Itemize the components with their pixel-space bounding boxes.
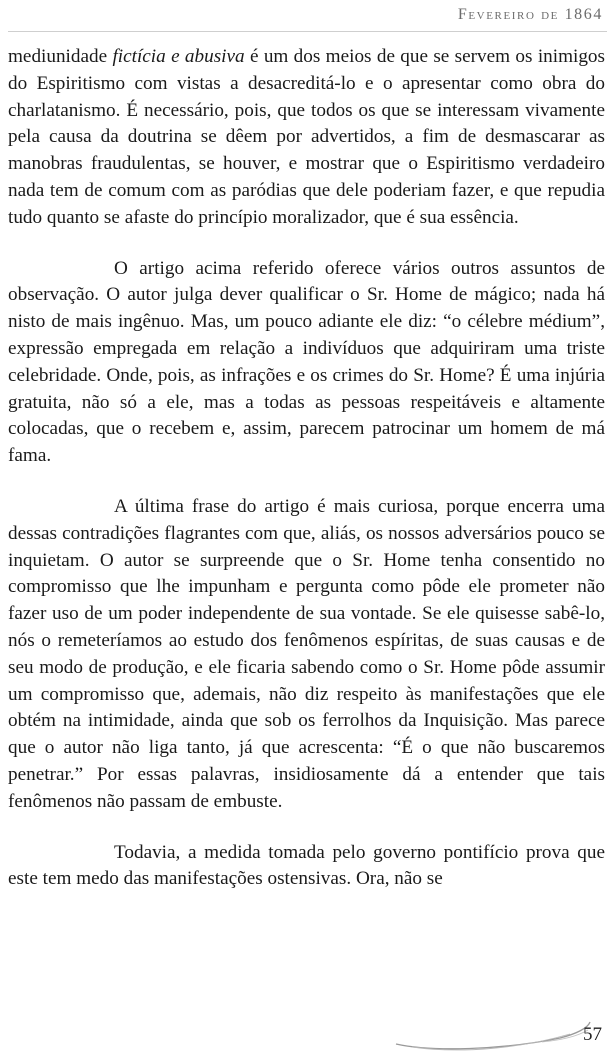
running-head-title: Fevereiro de 1864 — [457, 6, 603, 23]
header-rule — [8, 31, 607, 32]
paragraph-3: A última frase do artigo é mais curiosa, porque encerra uma dessas contradições flagrantes com que, aliás, os nossos adversários pouco se inquietam. O autor se surpreende que o Sr. Home tenha consentido no compromisso que lhe impunham e pergunta como pôde ele prometer não fazer uso de um poder independente de sua vontade. Se ele quisesse sabê-lo, nós o remeteríamos ao estudo dos fenômenos espíritas, de suas causas e de seu modo de produção, e ele ficaria sabendo como o Sr. Home pôde assumir um compromisso que, ademais, não diz respeito às manifestações que ele obtém na intimidade, ainda que sob os ferrolhos da Inquisição. Mas parece que o autor não liga tanto, já que acrescenta: “É o que não buscaremos penetrar.” Por essas palavras, insidiosamente dá a entender que tais fenômenos não passam de embuste. — [8, 495, 605, 812]
swash-flourish-icon — [392, 1014, 592, 1056]
paragraph-1 — [8, 44, 605, 232]
paragraph-2: O artigo acima referido oferece vários outros assuntos de observação. O autor julga dever qualificar o Sr. Home de mágico; nada há nisto de mais ingênuo. Mas, um pouco adiante ele diz: “o célebre médium”, expressão empregada em relação a indivíduos que adquiriram uma triste celebridade. Onde, pois, as infrações e os crimes do Sr. Home? É uma injúria gratuita, não só a ele, mas a todas as pessoas respeitáveis e altamente colocadas, que o recebem e, assim, parecem patrocinar um homem de má fama. — [8, 257, 605, 467]
page-body — [8, 44, 605, 893]
paragraph-1-lead: mediunidade — [8, 46, 113, 67]
page-number: 57 — [583, 1024, 602, 1045]
paragraph-4: Todavia, a medida tomada pelo governo pontifício prova que este tem medo das manifestações ostensivas. Ora, não se — [8, 841, 605, 890]
paragraph-1-emphasis: fictícia e abusiva — [112, 46, 245, 67]
paragraph-1-text: é um dos meios de que se servem os inimigos do Espiritismo com vistas a desacreditá-lo e o apresentar como obra do charlatanismo. É necessário, pois, que todos os que se interessam vivamente pela causa da doutrina se dêem por advertidos, a fim de desmascarar as manobras fraudulentas, se houver, e mostrar que o Espiritismo verdadeiro nada tem de comum com as paródias que dele poderiam fazer, e que repudia tudo quanto se afaste do princípio moralizador, que é sua essência. — [8, 46, 605, 228]
